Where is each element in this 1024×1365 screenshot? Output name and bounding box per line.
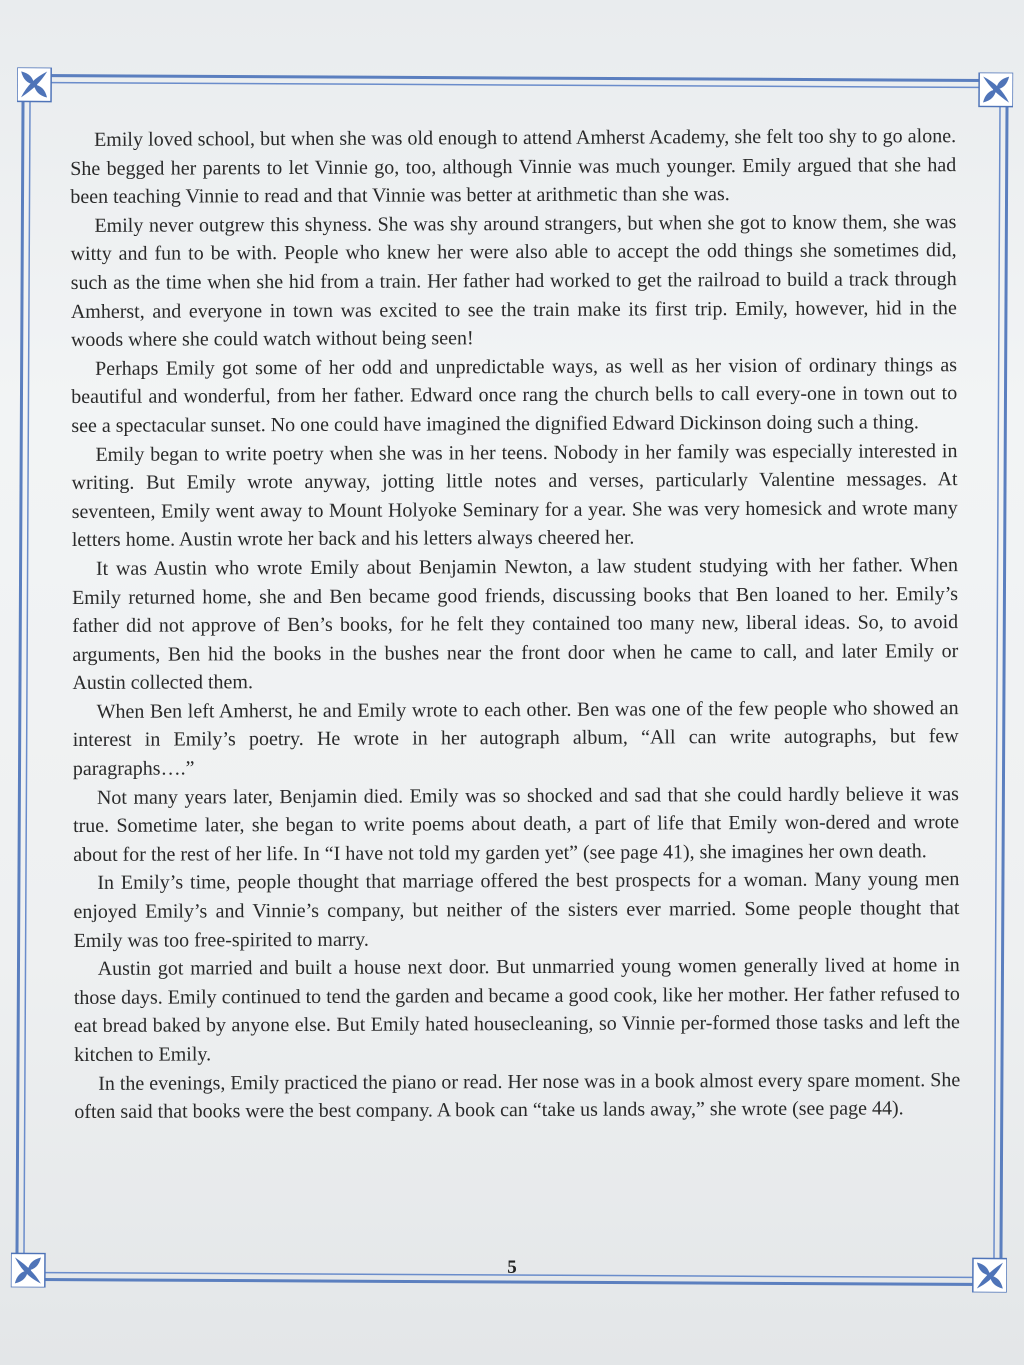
corner-ornament-icon	[17, 67, 51, 101]
paragraph: Perhaps Emily got some of her odd and unpredictable ways, as well as her vision of ordinary things as beautiful and wonderful, from her father. Edward once rang the church bells to call every-one in town out to see a spectacular sunset. No one could have imagined the dignified Edward Dickinson doing such a thing.	[71, 353, 958, 437]
corner-ornament-icon	[973, 1258, 1007, 1292]
paragraph: Austin got married and built a house next door. But unmarried young women generally lived at home in those days. Emily continued to tend the garden and became a good cook, like her mother. Her father refused to eat bread baked by anyone else. But Emily hated housecleaning, so Vinnie per-formed those tasks and left the kitchen to Emily.	[73, 954, 960, 1066]
paragraph: Emily began to write poetry when she was in her teens. Nobody in her family was especially interested in writing. But Emily wrote anyway, jotting little notes and verses, particularly Valentine messages. At seventeen, Emily went away to Mount Holyoke Seminary for a year. She was very homesick and wrote many letters home. Austin wrote her back and his letters always cheered her.	[71, 439, 958, 552]
corner-ornament-icon	[979, 72, 1013, 106]
corner-ornament-icon	[11, 1253, 45, 1287]
page-number: 5	[507, 1257, 517, 1278]
body-text	[70, 122, 960, 1127]
paragraph: When Ben left Amherst, he and Emily wrote to each other. Ben was one of the few people who showed an interest in Emily’s poetry. He wrote in her autograph album, “All can write autographs, but few paragraphs….”	[72, 697, 959, 781]
paragraph: Emily loved school, but when she was old enough to attend Amherst Academy, she felt too shy to go alone. She begged her parents to let Vinnie go, too, although Vinnie was much younger. Emily argued that she had been teaching Vinnie to read and that Vinnie was better at arithmetic than she was.	[70, 125, 957, 209]
paragraph: In the evenings, Emily practiced the piano or read. Her nose was in a book almost every spare moment. She often said that books were the best company. A book can “take us lands away,” she wrote (see page 44).	[74, 1068, 961, 1124]
paragraph: Not many years later, Benjamin died. Emily was so shocked and sad that she could hardly believe it was true. Sometime later, she began to write poems about death, a part of life that Emily won-dered and wrote about for the rest of her life. In “I have not told my garden yet” (see page 41), she imagines her own death.	[73, 782, 960, 866]
paragraph: It was Austin who wrote Emily about Benjamin Newton, a law student studying with her father. When Emily returned home, she and Ben became good friends, discussing books that Ben loaned to her. Emily’s father did not approve of Ben’s books, for he felt they contained too many new, liberal ideas. So, to avoid arguments, Ben hid the books in the bushes near the front door when he came to call, and later Emily or Austin collected them.	[72, 554, 959, 695]
paragraph: In Emily’s time, people thought that marriage offered the best prospects for a woman. Many young men enjoyed Emily’s and Vinnie’s company, but neither of the sisters ever married. Some people thought that Emily was too free-spirited to marry.	[73, 868, 960, 952]
paragraph: Emily never outgrew this shyness. She was shy around strangers, but when she got to know them, she was witty and fun to be with. People who knew her were also able to accept the odd things she sometimes did, such as the time when she hid from a train. Her father had worked to get the railroad to build a track through Amherst, and everyone in town was excited to see the train make its first trip. Emily, however, hid in the woods where she could watch without being seen!	[70, 210, 957, 352]
